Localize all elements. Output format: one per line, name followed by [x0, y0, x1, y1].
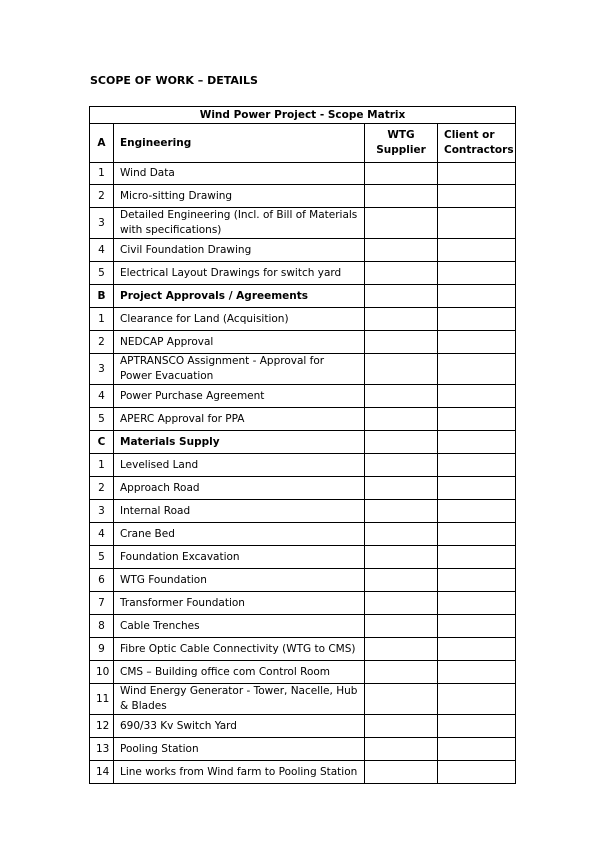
client-contractors-cell — [438, 569, 516, 592]
table-row — [90, 385, 516, 408]
client-contractors-cell — [438, 163, 516, 185]
row-label: Detailed Engineering (Incl. of Bill of Materials with specifications) — [114, 208, 365, 239]
row-label: Levelised Land — [114, 454, 365, 477]
wtg-supplier-cell — [365, 185, 438, 208]
row-number: 9 — [90, 638, 114, 661]
wtg-supplier-cell — [365, 385, 438, 408]
table-row — [90, 308, 516, 331]
client-contractors-cell — [438, 638, 516, 661]
row-label: Internal Road — [114, 500, 365, 523]
table-title: Wind Power Project - Scope Matrix — [90, 107, 516, 124]
table-row — [90, 715, 516, 738]
table-row — [90, 638, 516, 661]
table-row — [90, 500, 516, 523]
table-row — [90, 454, 516, 477]
column-header-client-contractors: Client or Contractors — [438, 124, 516, 163]
row-label: Wind Data — [114, 163, 365, 185]
row-label: Power Purchase Agreement — [114, 385, 365, 408]
client-contractors-cell — [438, 239, 516, 262]
wtg-supplier-cell — [365, 546, 438, 569]
wtg-supplier-cell — [365, 569, 438, 592]
column-header-wtg-supplier: WTG Supplier — [365, 124, 438, 163]
table-row — [90, 408, 516, 431]
row-label: Crane Bed — [114, 523, 365, 546]
row-label: 690/33 Kv Switch Yard — [114, 715, 365, 738]
client-contractors-cell — [438, 408, 516, 431]
table-row — [90, 208, 516, 239]
wtg-supplier-cell — [365, 163, 438, 185]
client-contractors-cell — [438, 500, 516, 523]
wtg-supplier-cell — [365, 615, 438, 638]
wtg-supplier-cell — [365, 208, 438, 239]
client-contractors-cell — [438, 615, 516, 638]
row-label: Wind Energy Generator - Tower, Nacelle, Hub & Blades — [114, 684, 365, 715]
client-contractors-cell — [438, 523, 516, 546]
row-label: Line works from Wind farm to Pooling Station — [114, 761, 365, 784]
table-row — [90, 684, 516, 715]
scope-matrix-table — [89, 106, 516, 784]
row-label: APTRANSCO Assignment - Approval for Power Evacuation — [114, 354, 365, 385]
row-number: 5 — [90, 546, 114, 569]
table-row — [90, 546, 516, 569]
wtg-supplier-cell — [365, 408, 438, 431]
section-label: Materials Supply — [114, 431, 365, 454]
section-a-code: A — [90, 124, 114, 163]
table-row — [90, 569, 516, 592]
wtg-supplier-cell — [365, 684, 438, 715]
page-heading: SCOPE OF WORK – DETAILS — [90, 74, 258, 87]
wtg-supplier-cell — [365, 285, 438, 308]
row-label: APERC Approval for PPA — [114, 408, 365, 431]
row-label: WTG Foundation — [114, 569, 365, 592]
table-row — [90, 615, 516, 638]
row-number: 4 — [90, 239, 114, 262]
row-number: 12 — [90, 715, 114, 738]
wtg-supplier-cell — [365, 262, 438, 285]
row-number: 11 — [90, 684, 114, 715]
table-row — [90, 661, 516, 684]
client-contractors-cell — [438, 761, 516, 784]
table-row — [90, 262, 516, 285]
row-number: 13 — [90, 738, 114, 761]
row-number: 1 — [90, 163, 114, 185]
client-contractors-cell — [438, 684, 516, 715]
wtg-supplier-cell — [365, 500, 438, 523]
row-label: NEDCAP Approval — [114, 331, 365, 354]
wtg-supplier-cell — [365, 477, 438, 500]
client-contractors-cell — [438, 738, 516, 761]
row-number: 1 — [90, 454, 114, 477]
table-title-row — [90, 107, 516, 124]
row-number: 3 — [90, 354, 114, 385]
table-body — [90, 163, 516, 784]
table-row — [90, 285, 516, 308]
row-number: 8 — [90, 615, 114, 638]
wtg-supplier-cell — [365, 239, 438, 262]
wtg-supplier-cell — [365, 738, 438, 761]
row-label: Civil Foundation Drawing — [114, 239, 365, 262]
row-label: CMS – Building office com Control Room — [114, 661, 365, 684]
wtg-supplier-cell — [365, 661, 438, 684]
row-number: 6 — [90, 569, 114, 592]
row-number: 7 — [90, 592, 114, 615]
client-contractors-cell — [438, 592, 516, 615]
row-number: 1 — [90, 308, 114, 331]
table-header-row — [90, 124, 516, 163]
row-number: 2 — [90, 477, 114, 500]
wtg-supplier-cell — [365, 331, 438, 354]
row-label: Pooling Station — [114, 738, 365, 761]
row-number: 5 — [90, 408, 114, 431]
table-row — [90, 592, 516, 615]
row-number: 3 — [90, 208, 114, 239]
table-row — [90, 738, 516, 761]
client-contractors-cell — [438, 546, 516, 569]
client-contractors-cell — [438, 185, 516, 208]
table-row — [90, 761, 516, 784]
row-number: 14 — [90, 761, 114, 784]
section-code: B — [90, 285, 114, 308]
row-label: Micro-sitting Drawing — [114, 185, 365, 208]
table-row — [90, 431, 516, 454]
row-number: 2 — [90, 331, 114, 354]
table-row — [90, 523, 516, 546]
wtg-supplier-cell — [365, 715, 438, 738]
row-label: Clearance for Land (Acquisition) — [114, 308, 365, 331]
section-code: C — [90, 431, 114, 454]
wtg-supplier-cell — [365, 523, 438, 546]
client-contractors-cell — [438, 285, 516, 308]
row-number: 4 — [90, 523, 114, 546]
client-contractors-cell — [438, 208, 516, 239]
wtg-supplier-cell — [365, 592, 438, 615]
wtg-supplier-cell — [365, 454, 438, 477]
table-row — [90, 239, 516, 262]
row-label: Cable Trenches — [114, 615, 365, 638]
row-number: 10 — [90, 661, 114, 684]
table-row — [90, 477, 516, 500]
table-row — [90, 331, 516, 354]
row-number: 3 — [90, 500, 114, 523]
row-label: Transformer Foundation — [114, 592, 365, 615]
client-contractors-cell — [438, 308, 516, 331]
table-row — [90, 354, 516, 385]
wtg-supplier-cell — [365, 354, 438, 385]
table-row — [90, 185, 516, 208]
client-contractors-cell — [438, 431, 516, 454]
row-label: Fibre Optic Cable Connectivity (WTG to CMS) — [114, 638, 365, 661]
client-contractors-cell — [438, 385, 516, 408]
client-contractors-cell — [438, 715, 516, 738]
row-label: Electrical Layout Drawings for switch yard — [114, 262, 365, 285]
wtg-supplier-cell — [365, 308, 438, 331]
wtg-supplier-cell — [365, 638, 438, 661]
client-contractors-cell — [438, 661, 516, 684]
row-number: 2 — [90, 185, 114, 208]
client-contractors-cell — [438, 354, 516, 385]
client-contractors-cell — [438, 477, 516, 500]
section-a-label: Engineering — [114, 124, 365, 163]
table-row — [90, 163, 516, 185]
client-contractors-cell — [438, 454, 516, 477]
section-label: Project Approvals / Agreements — [114, 285, 365, 308]
row-number: 5 — [90, 262, 114, 285]
wtg-supplier-cell — [365, 431, 438, 454]
wtg-supplier-cell — [365, 761, 438, 784]
row-label: Foundation Excavation — [114, 546, 365, 569]
client-contractors-cell — [438, 331, 516, 354]
row-label: Approach Road — [114, 477, 365, 500]
row-number: 4 — [90, 385, 114, 408]
client-contractors-cell — [438, 262, 516, 285]
